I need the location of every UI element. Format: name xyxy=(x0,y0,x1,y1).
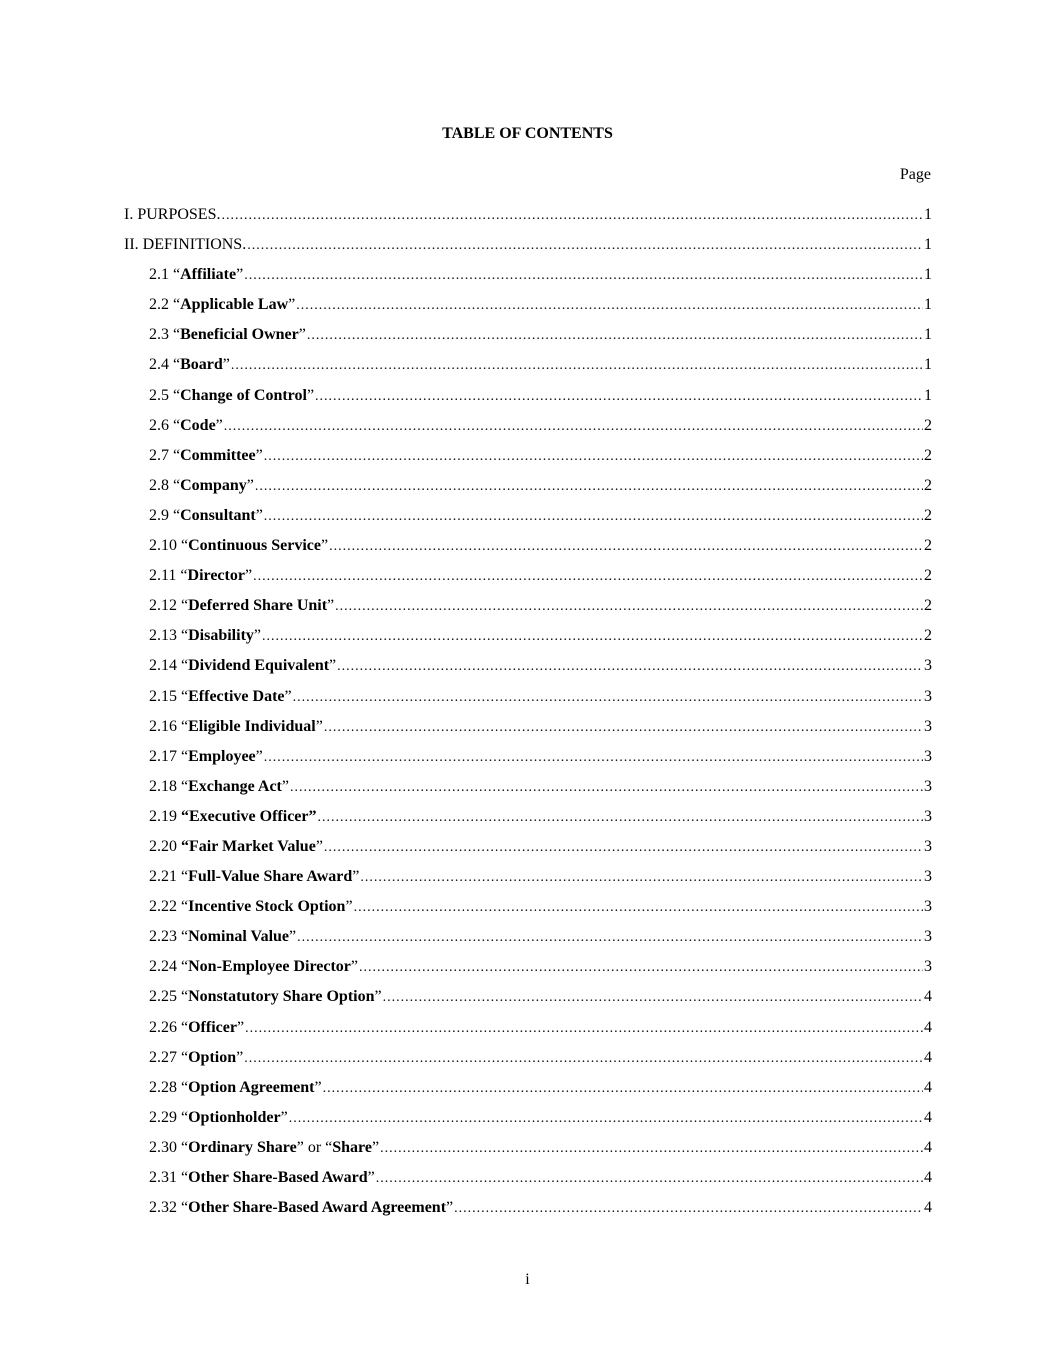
toc-entry-page: 3 xyxy=(924,747,932,765)
toc-entry-number: 2.19 xyxy=(149,807,181,825)
toc-entry-suffix: ” xyxy=(215,416,223,434)
toc-entry[interactable] xyxy=(124,474,932,504)
toc-entry-label xyxy=(149,414,223,438)
dot-leader xyxy=(261,625,923,649)
toc-entry-number: 2.9 “ xyxy=(149,506,181,524)
toc-entry-label xyxy=(149,1016,244,1040)
toc-entry-term: Employee xyxy=(188,747,256,765)
toc-entry-page: 2 xyxy=(924,446,932,464)
toc-entry-number: 2.12 “ xyxy=(149,597,189,615)
toc-entry-page: 1 xyxy=(924,356,932,374)
toc-entry[interactable] xyxy=(124,624,932,654)
toc-entry-page: 2 xyxy=(924,416,932,434)
dot-leader xyxy=(306,324,923,348)
toc-entry-page: 1 xyxy=(924,326,932,344)
toc-entry-term: Committee xyxy=(180,446,256,464)
toc-entry[interactable] xyxy=(124,1166,932,1196)
toc-entry-suffix: ” xyxy=(371,1138,380,1156)
dot-leader xyxy=(243,264,923,288)
toc-entry-page: 4 xyxy=(924,1018,932,1036)
toc-entry-number: 2.11 “ xyxy=(149,567,188,585)
toc-entry-number: 2.25 “ xyxy=(149,988,189,1006)
toc-entry[interactable] xyxy=(124,1046,932,1076)
toc-entry[interactable] xyxy=(124,865,932,895)
toc-entry-number: 2.24 “ xyxy=(149,958,189,976)
toc-entry-term: Consultant xyxy=(180,506,256,524)
toc-entry-page: 1 xyxy=(924,296,932,314)
toc-entry-term: Affiliate xyxy=(180,266,237,284)
toc-entry[interactable] xyxy=(124,1106,932,1136)
toc-entry-term: Optionholder xyxy=(188,1108,281,1126)
dot-leader xyxy=(328,535,923,559)
toc-entry[interactable] xyxy=(124,414,932,444)
toc-entry[interactable] xyxy=(124,775,932,805)
toc-entry-term: Beneficial Owner xyxy=(180,326,299,344)
dot-leader xyxy=(220,204,923,228)
toc-entry-suffix: ” xyxy=(236,1048,244,1066)
toc-entry[interactable] xyxy=(124,805,932,835)
toc-title: TABLE OF CONTENTS xyxy=(442,125,613,142)
toc-entry-number: 2.18 “ xyxy=(149,777,189,795)
toc-entry-page: 3 xyxy=(924,868,932,886)
toc-entry-suffix: ” xyxy=(246,476,254,494)
dot-leader xyxy=(379,1137,923,1161)
toc-entry[interactable] xyxy=(124,715,932,745)
toc-entry-suffix: ” xyxy=(281,777,289,795)
toc-entry-page: 4 xyxy=(924,988,932,1006)
toc-entry-term: Option Agreement xyxy=(188,1078,315,1096)
toc-entry-label xyxy=(149,263,243,287)
toc-entry-label xyxy=(149,955,358,979)
toc-entry-suffix: ” xyxy=(315,837,323,855)
toc-entry-suffix: ” xyxy=(284,687,292,705)
toc-entry-number: 2.6 “ xyxy=(149,416,181,434)
toc-entry-page: 3 xyxy=(924,657,932,675)
toc-entry-label xyxy=(149,1136,379,1160)
toc-entry-page: 4 xyxy=(924,1169,932,1186)
toc-entry-page: 3 xyxy=(924,898,932,916)
toc-list xyxy=(124,203,932,1226)
toc-entry-number: 2.16 “ xyxy=(149,717,189,735)
dot-leader xyxy=(292,686,923,710)
toc-entry-suffix: ” xyxy=(280,1108,288,1126)
dot-leader xyxy=(295,294,923,318)
dot-leader xyxy=(317,806,924,830)
toc-entry-suffix: ” xyxy=(306,386,315,404)
toc-entry-number: 2.2 “ xyxy=(149,296,181,314)
toc-entry-label xyxy=(124,233,246,257)
toc-entry-suffix: ” xyxy=(236,1018,245,1036)
toc-entry-term: Exchange Act xyxy=(188,777,282,795)
toc-entry-suffix: ” xyxy=(244,567,253,585)
toc-entry-page: 3 xyxy=(924,958,932,976)
toc-entry-term: Change of Control xyxy=(180,386,307,404)
dot-leader xyxy=(296,926,923,950)
toc-entry-label xyxy=(149,444,263,468)
toc-entry-suffix: ” xyxy=(329,657,337,675)
toc-entry[interactable] xyxy=(124,835,932,865)
toc-entry-label xyxy=(149,865,359,889)
toc-entry[interactable] xyxy=(124,745,932,775)
toc-entry[interactable] xyxy=(124,323,932,353)
toc-entry-page: 3 xyxy=(924,717,932,735)
toc-entry-label xyxy=(149,594,334,618)
toc-entry-suffix: ” xyxy=(446,1199,454,1217)
toc-entry-label xyxy=(149,1046,243,1070)
toc-entry-number: 2.22 “ xyxy=(149,898,189,916)
dot-leader xyxy=(230,354,923,378)
dot-leader xyxy=(243,1047,923,1071)
dot-leader xyxy=(263,505,923,529)
dot-leader xyxy=(314,385,923,409)
toc-entry[interactable] xyxy=(124,685,932,715)
toc-entry-label xyxy=(149,805,317,829)
dot-leader xyxy=(223,415,923,439)
toc-entry-suffix: ” xyxy=(255,446,263,464)
toc-entry-label xyxy=(149,1106,288,1130)
toc-entry[interactable] xyxy=(124,1136,932,1166)
toc-entry-term: Code xyxy=(180,416,216,434)
toc-entry-term: Nonstatutory Share Option xyxy=(188,988,375,1006)
toc-entry-label xyxy=(124,203,220,227)
toc-entry-number: II. DEFINITIONS. xyxy=(124,236,247,254)
toc-entry-label xyxy=(149,624,261,648)
toc-entry-term: Company xyxy=(180,476,247,494)
toc-entry-number: 2.17 “ xyxy=(149,747,189,765)
toc-entry-term: Deferred Share Unit xyxy=(188,597,328,615)
toc-entry[interactable] xyxy=(124,1016,932,1046)
toc-entry-number: 2.31 “ xyxy=(149,1169,189,1186)
dot-leader xyxy=(252,565,923,589)
toc-entry-label xyxy=(149,1196,453,1220)
toc-entry[interactable] xyxy=(124,263,932,293)
toc-entry-label xyxy=(149,685,292,709)
toc-entry-label xyxy=(149,504,263,528)
toc-entry-number: 2.27 “ xyxy=(149,1048,189,1066)
toc-entry[interactable] xyxy=(124,203,932,233)
toc-entry-label xyxy=(149,293,295,317)
toc-entry-term: Nominal Value xyxy=(188,928,290,946)
toc-entry[interactable] xyxy=(124,955,932,985)
toc-entry-term: Disability xyxy=(188,627,254,645)
toc-entry-label xyxy=(149,745,263,769)
toc-entry-label xyxy=(149,564,252,588)
toc-entry-label xyxy=(149,654,336,678)
toc-entry-label xyxy=(149,925,296,949)
toc-entry-term: Non-Employee Director xyxy=(188,958,351,976)
toc-entry[interactable] xyxy=(124,444,932,474)
page-column-header: Page xyxy=(899,166,931,183)
toc-entry-page: 3 xyxy=(924,777,932,795)
toc-entry-number: 2.32 “ xyxy=(149,1199,189,1217)
dot-leader xyxy=(244,1017,923,1041)
dot-leader xyxy=(453,1197,923,1221)
dot-leader xyxy=(336,655,923,679)
toc-entry[interactable] xyxy=(124,384,932,414)
toc-entry-suffix: ” xyxy=(222,356,230,374)
toc-entry[interactable] xyxy=(124,353,932,383)
dot-leader xyxy=(289,776,923,800)
toc-entry-page: 4 xyxy=(924,1199,932,1217)
toc-entry-suffix: ” xyxy=(289,928,297,946)
toc-entry-term: Other Share-Based Award xyxy=(188,1169,368,1186)
toc-entry-number: 2.14 “ xyxy=(149,657,189,675)
toc-entry[interactable] xyxy=(124,293,932,323)
toc-entry-page: 4 xyxy=(924,1108,932,1126)
toc-entry-term: Officer xyxy=(188,1018,237,1036)
toc-entry-number: 2.30 “ xyxy=(149,1138,189,1156)
toc-entry-page: 2 xyxy=(924,476,932,494)
toc-entry-term: Full-Value Share Award xyxy=(188,868,353,886)
toc-entry-term: Applicable Law xyxy=(180,296,289,314)
dot-leader xyxy=(323,716,923,740)
toc-entry-suffix: ” xyxy=(315,717,323,735)
toc-entry-label xyxy=(149,384,314,408)
toc-entry[interactable] xyxy=(124,1076,932,1106)
toc-entry-number: 2.4 “ xyxy=(149,356,181,374)
toc-entry-label xyxy=(149,985,382,1009)
toc-entry-suffix: ” xyxy=(314,1078,322,1096)
toc-entry-label xyxy=(149,1166,375,1190)
dot-leader xyxy=(246,234,923,258)
toc-entry-term: Continuous Service xyxy=(188,537,322,555)
toc-entry-term: Incentive Stock Option xyxy=(188,898,346,916)
toc-entry-term: Other Share-Based Award Agreement xyxy=(188,1199,447,1217)
toc-entry-page: 2 xyxy=(924,627,932,645)
toc-entry-term: Eligible Individual xyxy=(188,717,316,735)
page-number-footer: i xyxy=(525,1271,530,1288)
toc-entry-suffix: ” xyxy=(352,868,360,886)
toc-entry-number: 2.21 “ xyxy=(149,868,189,886)
toc-entry-page: 1 xyxy=(924,386,932,404)
toc-entry-label xyxy=(149,1076,322,1100)
toc-entry-page: 2 xyxy=(924,537,932,555)
toc-entry-term: Effective Date xyxy=(188,687,285,705)
toc-entry-number: I. PURPOSES. xyxy=(124,206,221,223)
toc-entry-term: Board xyxy=(180,356,223,374)
toc-entry-page: 1 xyxy=(924,236,932,254)
toc-entry-number: 2.13 “ xyxy=(149,627,189,645)
toc-entry-suffix: ” xyxy=(345,898,353,916)
toc-entry-page: 3 xyxy=(924,928,932,946)
toc-entry-page: 1 xyxy=(924,206,932,223)
toc-entry-number: 2.28 “ xyxy=(149,1078,189,1096)
toc-entry[interactable] xyxy=(124,1196,932,1226)
toc-entry-suffix: ” or “ xyxy=(296,1138,333,1156)
toc-entry-number: 2.10 “ xyxy=(149,537,189,555)
toc-entry-number: 2.3 “ xyxy=(149,326,181,344)
dot-leader xyxy=(334,595,923,619)
dot-leader xyxy=(353,896,923,920)
toc-entry-suffix: ” xyxy=(288,296,296,314)
toc-entry-suffix: ” xyxy=(255,506,263,524)
toc-entry-page: 2 xyxy=(924,506,932,524)
toc-entry-number: 2.8 “ xyxy=(149,476,181,494)
toc-entry[interactable] xyxy=(124,985,932,1015)
toc-entry-page: 4 xyxy=(924,1138,932,1156)
toc-entry-number: 2.7 “ xyxy=(149,446,181,464)
dot-leader xyxy=(375,1167,923,1191)
toc-entry[interactable] xyxy=(124,895,932,925)
toc-entry-label xyxy=(149,534,328,558)
dot-leader xyxy=(382,986,923,1010)
toc-entry-number: 2.23 “ xyxy=(149,928,189,946)
toc-entry-term: Option xyxy=(188,1048,237,1066)
dot-leader xyxy=(323,836,923,860)
toc-entry-page: 3 xyxy=(924,807,932,825)
toc-entry-term: Dividend Equivalent xyxy=(188,657,330,675)
toc-entry-number: 2.5 “ xyxy=(149,386,181,404)
toc-entry-label xyxy=(149,715,323,739)
toc-entry-page: 3 xyxy=(924,837,932,855)
toc-entry[interactable] xyxy=(124,534,932,564)
toc-entry-term: Director xyxy=(187,567,245,585)
toc-entry[interactable] xyxy=(124,564,932,594)
toc-entry-suffix: ” xyxy=(374,988,382,1006)
toc-entry[interactable] xyxy=(124,654,932,684)
toc-entry-term: “Fair Market Value xyxy=(181,837,316,855)
toc-entry-number: 2.20 xyxy=(149,837,181,855)
toc-entry-suffix: ” xyxy=(350,958,358,976)
dot-leader xyxy=(263,445,923,469)
toc-entry-page: 2 xyxy=(924,567,932,585)
toc-entry-suffix: ” xyxy=(255,747,263,765)
toc-entry-page: 2 xyxy=(924,597,932,615)
toc-entry[interactable] xyxy=(124,925,932,955)
toc-entry-label xyxy=(149,323,306,347)
toc-entry[interactable] xyxy=(124,504,932,534)
toc-entry-label xyxy=(149,775,289,799)
dot-leader xyxy=(358,956,923,980)
toc-entry-suffix: ” xyxy=(321,537,329,555)
toc-entry[interactable] xyxy=(124,233,932,263)
toc-entry-number: 2.1 “ xyxy=(149,266,181,284)
toc-entry-page: 1 xyxy=(924,266,932,284)
toc-entry-term: Ordinary Share xyxy=(188,1138,297,1156)
dot-leader xyxy=(254,475,923,499)
toc-entry-number: 2.29 “ xyxy=(149,1108,189,1126)
dot-leader xyxy=(263,746,923,770)
toc-entry-label xyxy=(149,895,353,919)
toc-entry-suffix: ” xyxy=(298,326,306,344)
toc-entry-suffix: ” xyxy=(253,627,262,645)
toc-entry-suffix: ” xyxy=(327,597,335,615)
toc-entry-term: Share xyxy=(332,1138,372,1156)
toc-entry-page: 4 xyxy=(924,1078,932,1096)
toc-entry-number: 2.15 “ xyxy=(149,687,189,705)
toc-entry-term: “Executive Officer” xyxy=(181,807,317,825)
toc-entry-label xyxy=(149,353,230,377)
toc-entry-label xyxy=(149,474,254,498)
toc-entry-suffix: ” xyxy=(367,1169,375,1186)
dot-leader xyxy=(288,1107,923,1131)
toc-entry-number: 2.26 “ xyxy=(149,1018,189,1036)
dot-leader xyxy=(359,866,923,890)
toc-entry-page: 3 xyxy=(924,687,932,705)
toc-entry-suffix: ” xyxy=(236,266,244,284)
dot-leader xyxy=(322,1077,923,1101)
toc-entry[interactable] xyxy=(124,594,932,624)
toc-entry-label xyxy=(149,835,323,859)
toc-entry-page: 4 xyxy=(924,1048,932,1066)
